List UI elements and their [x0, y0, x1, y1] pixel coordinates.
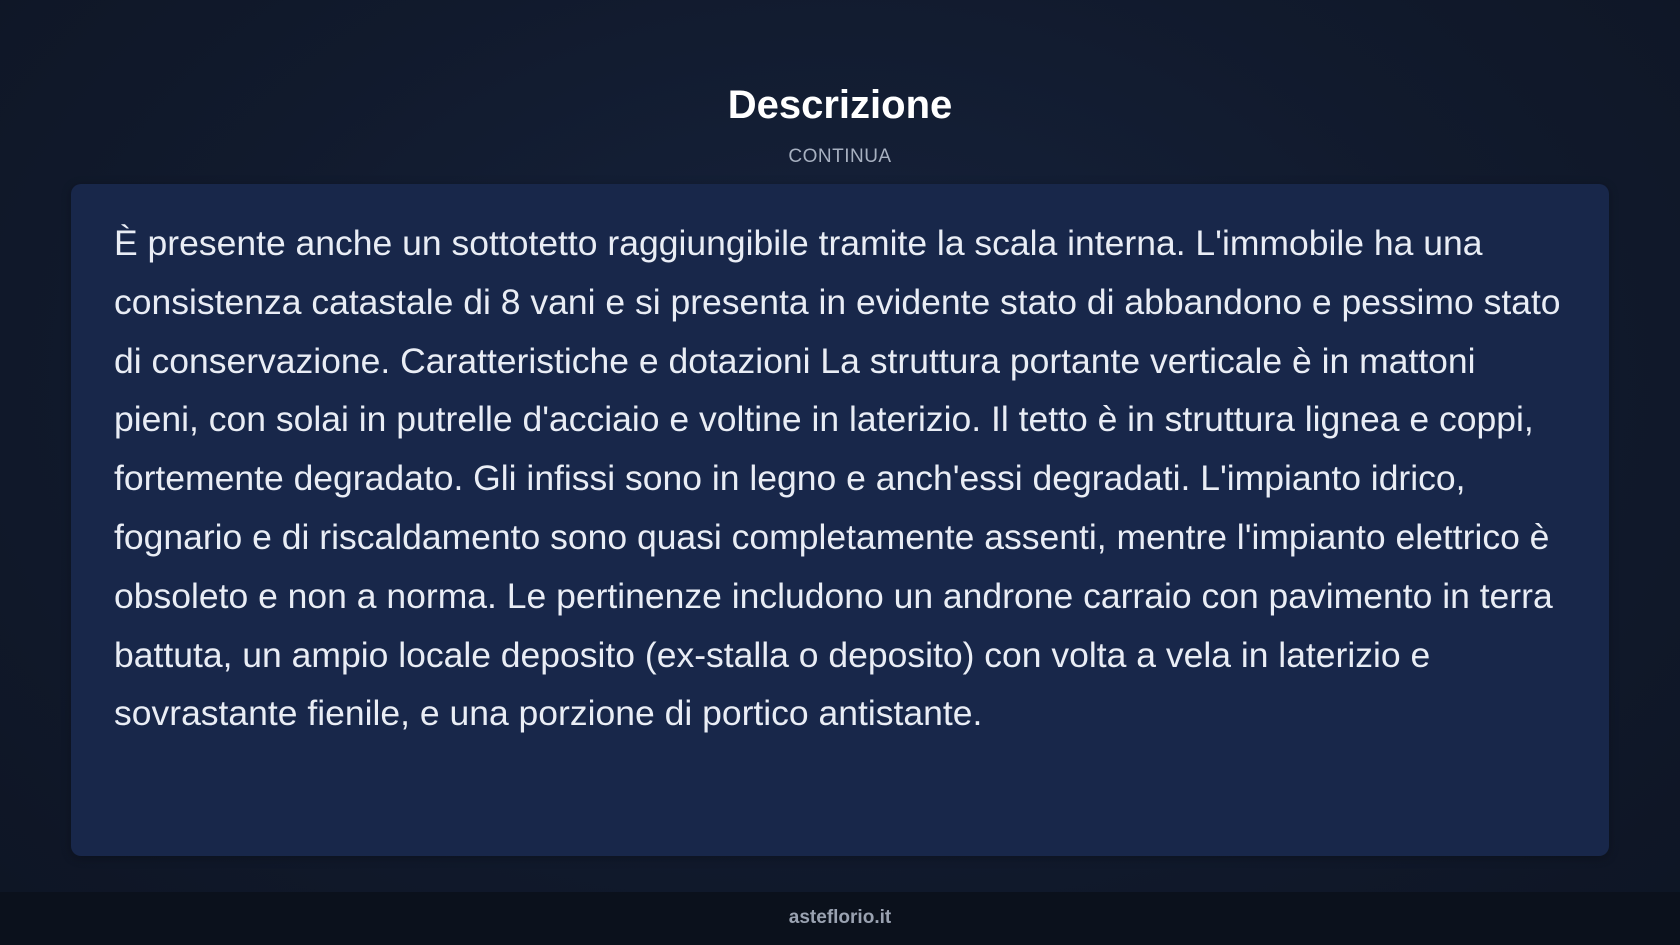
page-subtitle: CONTINUA — [788, 146, 892, 167]
page-title: Descrizione — [727, 83, 953, 127]
description-card — [71, 184, 1609, 856]
footer-bar — [0, 892, 1680, 945]
description-text: È presente anche un sottotetto raggiungibile tramite la scala interna. L'immobile ha una consistenza catastale di 8 vani e si presenta in evidente stato di abbandono e pessimo stato di conservazione. Caratteristiche e dotazioni La struttura portante verticale è in mattoni pieni, con solai in putrelle d'acciaio e voltine in laterizio. Il tetto è in struttura lignea e coppi, fortemente degradato. Gli infissi sono in legno e anch'essi degradati. L'impianto idrico, fognario e di riscaldamento sono quasi completamente assenti, mentre l'impianto elettrico è obsoleto e non a norma. Le pertinenze includono un androne carraio con pavimento in terra battuta, un ampio locale deposito (ex-stalla o deposito) con volta a vela in laterizio e sovrastante fienile, e una porzione di portico antistante. — [114, 223, 1561, 734]
footer-site-label: asteflorio.it — [788, 907, 892, 928]
